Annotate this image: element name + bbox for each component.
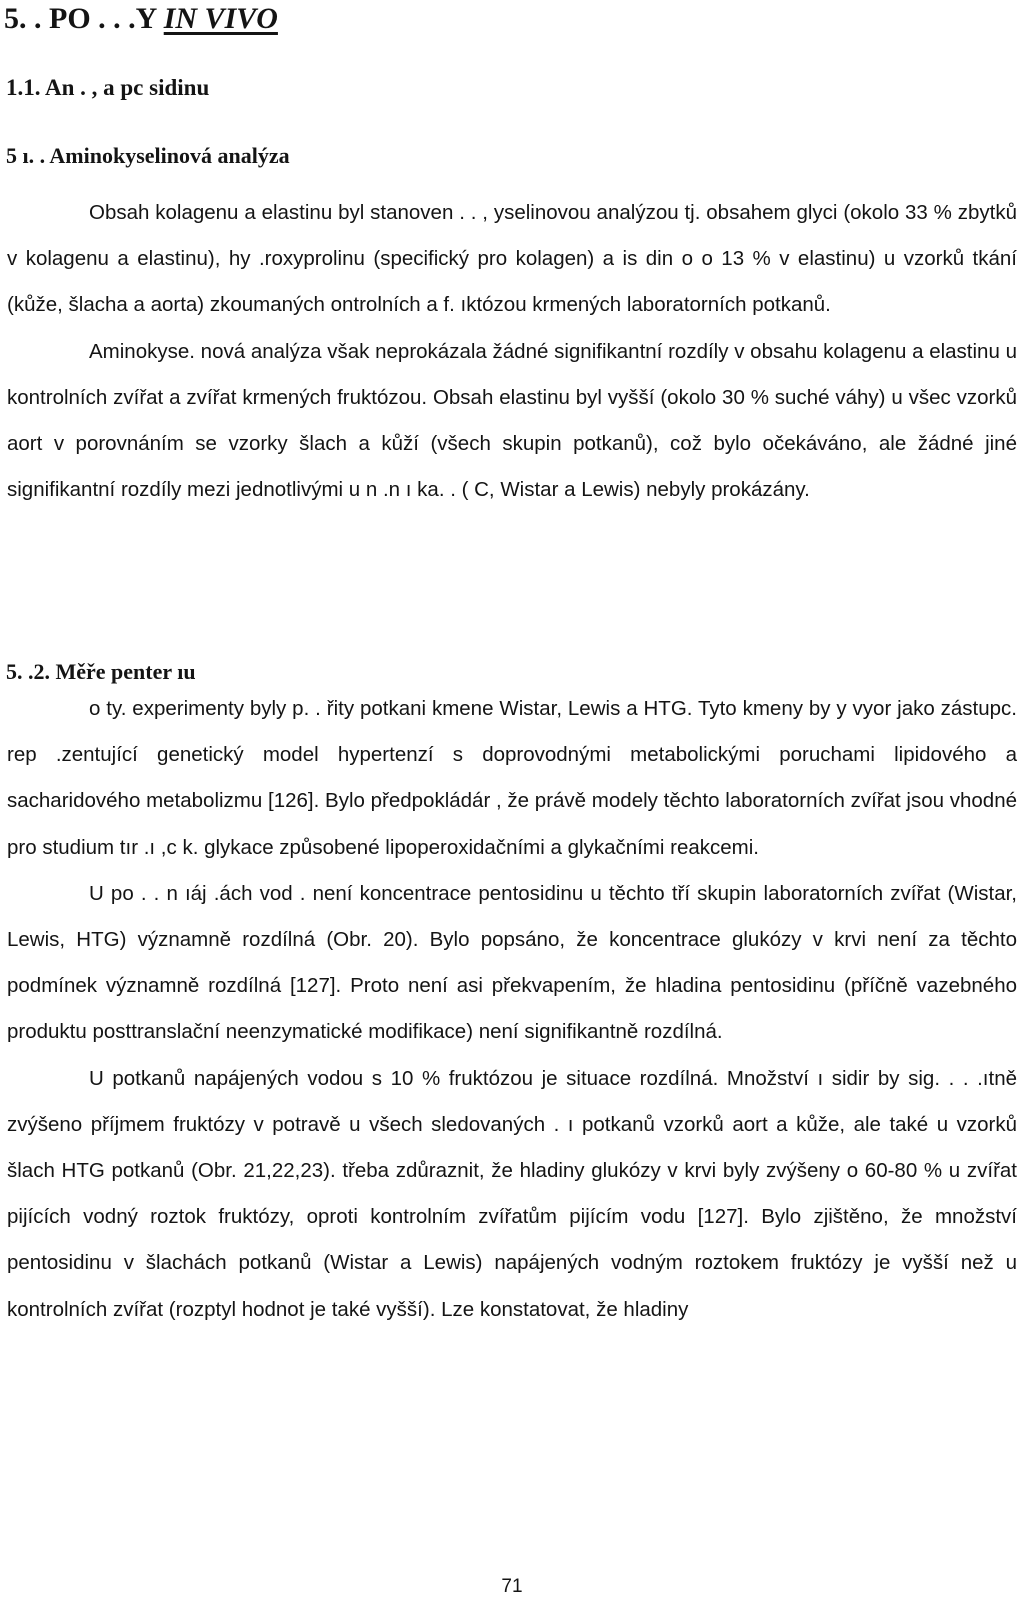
section-heading: 1.1. An . , a pc sidinu bbox=[6, 75, 210, 100]
subsection-heading-amino-acid: 5 ı. . Aminokyselinová analýza bbox=[6, 143, 290, 168]
chapter-heading-text: 5. . PO . . .Y bbox=[4, 2, 164, 35]
paragraph: U potkanů napájených vodou s 10 % fruktózou je situace rozdílná. Množství ı sidir by sig. . . .ıtně zvýšeno příjmem fruktózy v potravě u všech sledovaných . ı potkanů vzorků aort a kůže, ale také u vzorků šlach HTG potkanů (Obr. 21,22,23). třeba zdůraznit, že hladiny glukózy v krvi byly zvýšeny o 60-80 % u zvířat pijících vodný roztok fruktózy, oproti kontrolním zvířatům pijícím vodu [127]. Bylo zjištěno, že množství pentosidinu v šlachách potkanů (Wistar a Lewis) napájených vodným roztokem fruktózy je vyšší než u kontrolních zvířat (rozptyl hodnot je také vyšší). Lze konstatovat, že hladiny bbox=[7, 1066, 1017, 1321]
page-number: 71 bbox=[501, 1576, 523, 1597]
paragraph: o ty. experimenty byly p. . řity potkani kmene Wistar, Lewis a HTG. Tyto kmeny by y vyor jako zástupc. rep .zentující genetický model hypertenzí s doprovodnými metabolickými poruchami lipidového a sacharidového metabolizmu [126]. Bylo předpokládár , že právě modely těchto laboratorních zvířat jsou vhodné pro studium tır .ı ,c k. glykace způsobené lipoperoxidačními a glykačními reakcemi. bbox=[7, 697, 1017, 859]
section-amino-acid-body bbox=[7, 190, 1017, 513]
subsection-heading-pentosidine: 5. .2. Měře penter ıu bbox=[6, 659, 196, 684]
chapter-heading-italic: IN VIVO bbox=[163, 2, 278, 35]
section-pentosidine-body bbox=[7, 686, 1017, 1333]
paragraph: Obsah kolagenu a elastinu byl stanoven . . , yselinovou analýzou tj. obsahem glyci (okolo 33 % zbytků v kolagenu a elastinu), hy .roxyprolinu (specifický pro kolagen) a is din o o 13 % v elastinu) u vzorků tkání (kůže, šlacha a aorta) zkoumaných ontrolních a f. ıktózou krmených laboratorních potkanů. bbox=[7, 201, 1017, 317]
paragraph: Aminokyse. nová analýza však neprokázala žádné signifikantní rozdíly v obsahu kolagenu a elastinu u kontrolních zvířat a zvířat krmených fruktózou. Obsah elastinu byl vyšší (okolo 30 % suché váhy) u všec vzorků aort v porovnáním se vzorky šlach a kůží (všech skupin potkanů), což bylo očekáváno, ale žádné jiné signifikantní rozdíly mezi jednotlivými u n .n ı ka. . ( C, Wistar a Lewis) nebyly prokázány. bbox=[7, 339, 1017, 502]
chapter-heading bbox=[4, 2, 278, 36]
paragraph: U po . . n ıáj .ách vod . není koncentrace pentosidinu u těchto tří skupin laboratorních zvířat (Wistar, Lewis, HTG) významně rozdílná (Obr. 20). Bylo popsáno, že koncentrace glukózy v krvi není za těchto podmínek významně rozdílná [127]. Proto není asi překvapením, že hladina pentosidinu (příčně vazebného produktu posttranslační neenzymatické modifikace) není signifikantně rozdílná. bbox=[7, 881, 1017, 1044]
